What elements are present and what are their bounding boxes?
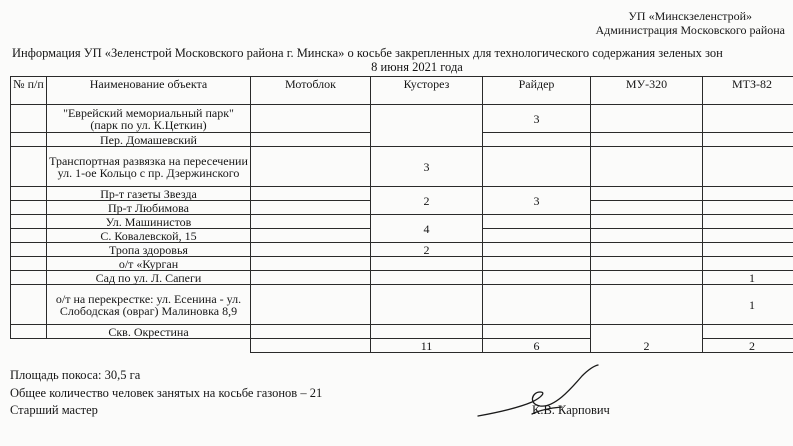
row-num [11,257,47,271]
header-kustorez: Кусторез [371,77,483,105]
header-motoblok: Мотоблок [251,77,371,105]
row-num [11,147,47,187]
row-name: Транспортная развязка на пересечении ул. 1-ое Кольцо с пр. Дзержинского [47,147,251,187]
cell-mu [591,215,703,229]
cell-mu [591,285,703,325]
cell-mtz [703,257,793,271]
cell-rayd [483,229,591,243]
cell-mu [591,229,703,243]
row-num [11,133,47,147]
table-row [11,285,793,325]
header-mtz82: МТЗ-82 [703,77,793,105]
header-num: № п/п [11,77,47,105]
cell-mtz [703,325,793,339]
row-name: С. Ковалевской, 15 [47,229,251,243]
cell-mu [591,105,703,133]
cell-rayd [483,285,591,325]
cell-kust [371,257,483,271]
mowing-table [10,76,793,353]
addressee-org: УП «Минскзеленстрой» [628,9,753,23]
cell-moto [251,243,371,257]
table-row [11,105,793,133]
cell-moto [251,271,371,285]
addressee-admin: Администрация Московского района [595,23,785,37]
cell-mtz [703,243,793,257]
row-name: "Еврейский мемориальный парк" (парк по ул. К.Цеткин) [47,105,251,133]
cell-mtz: 1 [703,285,793,325]
table-row [11,325,793,339]
table-row [11,271,793,285]
cell-rayd [483,325,591,339]
cell-mtz [703,105,793,133]
row-name: Сад по ул. Л. Сапеги [47,271,251,285]
document-title [12,46,782,74]
row-num [11,201,47,215]
row-num [11,271,47,285]
cell-kust: 4 [371,215,483,243]
cell-moto [251,257,371,271]
row-num [11,187,47,201]
cell-mtz [703,215,793,229]
row-num [11,105,47,133]
header-name: Наименование объекта [47,77,251,105]
title-text: Информация УП «Зеленстрой Московского района г. Минска» о косьбе закрепленных для технологического содержания зеленых зон [12,46,723,60]
cell-mu [591,147,703,187]
cell-rayd [483,271,591,285]
cell-moto [251,147,371,187]
cell-kust [371,285,483,325]
row-num [11,243,47,257]
signer-position: Старший мастер [10,403,98,417]
row-name: о/т «Курган [47,257,251,271]
row-name: Ул. Машинистов [47,215,251,229]
table-row [11,257,793,271]
cell-moto [251,187,371,201]
cell-rayd [483,215,591,229]
cell-mu [591,187,703,201]
cell-moto [251,133,371,147]
cell-mtz [703,147,793,187]
row-num [11,325,47,339]
cell-mu [591,243,703,257]
cell-mu [591,133,703,147]
cell-rayd: 3 [483,105,591,133]
cell-rayd [483,257,591,271]
signer-name: К.В. Карпович [532,403,610,417]
cell-moto [251,201,371,215]
row-name: о/т на перекрестке: ул. Есенина - ул. Слободская (овраг) Малиновка 8,9 [47,285,251,325]
cell-moto [251,215,371,229]
cell-mu [591,257,703,271]
cell-mu [591,271,703,285]
cell-mtz: 1 [703,271,793,285]
cell-rayd [483,133,591,147]
addressee-block [595,9,785,37]
cell-kust [371,105,483,147]
row-name: Тропа здоровья [47,243,251,257]
cell-rayd [483,147,591,187]
cell-kust: 3 [371,147,483,187]
total-kust: 11 [371,339,483,353]
row-name: Пр-т газеты Звезда [47,187,251,201]
row-num [11,229,47,243]
header-mu320: МУ-320 [591,77,703,105]
people-count: Общее количество человек занятых на косьбе газонов – 21 [10,386,323,400]
table-row [11,215,793,229]
cell-rayd [483,243,591,257]
total-rayd: 6 [483,339,591,353]
cell-kust [371,325,483,339]
table-row [11,187,793,201]
cell-mtz [703,133,793,147]
cell-rayd: 3 [483,187,591,215]
cell-mtz [703,187,793,201]
totals-label [47,339,251,353]
cell-kust [371,271,483,285]
cell-moto [251,325,371,339]
totals-num [11,339,47,353]
cell-kust: 2 [371,187,483,215]
mowing-area: Площадь покоса: 30,5 га [10,368,141,382]
title-date: 8 июня 2021 года [371,60,463,74]
total-mtz: 2 [703,339,793,353]
cell-kust: 2 [371,243,483,257]
header-rayder: Райдер [483,77,591,105]
cell-mu: 2 [591,325,703,353]
cell-moto [251,285,371,325]
cell-mtz [703,229,793,243]
cell-moto [251,105,371,133]
row-num [11,285,47,325]
total-moto [251,339,371,353]
row-num [11,215,47,229]
table-row [11,243,793,257]
row-name: Скв. Окрестина [47,325,251,339]
cell-mtz [703,201,793,215]
table-row [11,147,793,187]
row-name: Пр-т Любимова [47,201,251,215]
table-header-row [11,77,793,105]
row-name: Пер. Домашевский [47,133,251,147]
cell-mu [591,201,703,215]
cell-moto [251,229,371,243]
